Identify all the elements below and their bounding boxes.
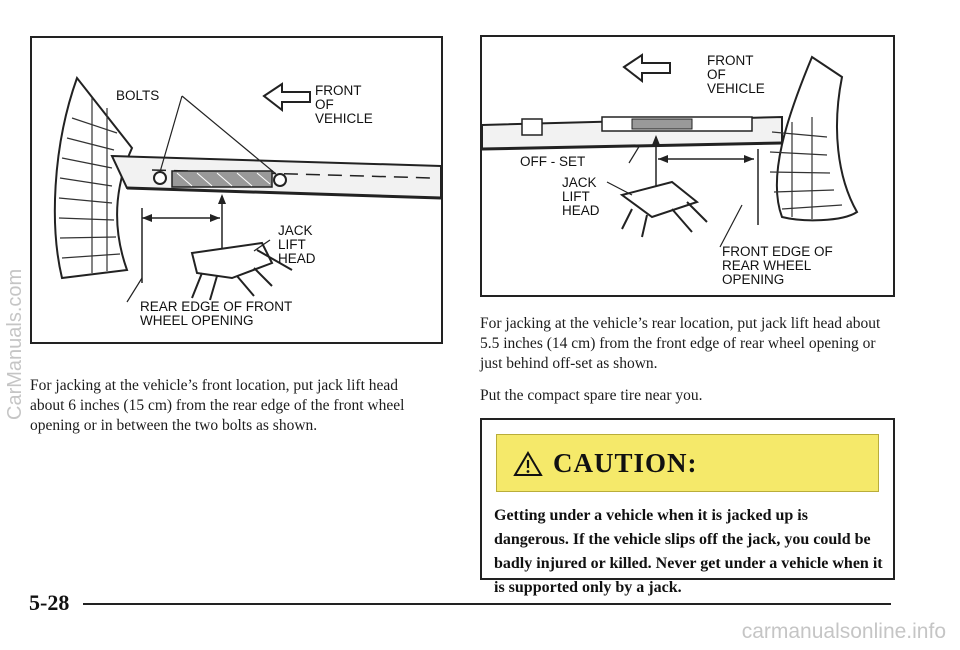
jack-lift-head-label: JACK LIFT HEAD (562, 175, 600, 218)
spare-tire-paragraph: Put the compact spare tire near you. (480, 387, 703, 404)
side-watermark: CarManuals.com (4, 268, 26, 420)
bottom-watermark: carmanualsonline.info (741, 620, 946, 643)
caution-title: CAUTION: (553, 448, 698, 478)
rear-tire-shape (777, 57, 857, 220)
off-set-label: OFF - SET (520, 154, 586, 169)
jack-lift-head-label: JACK LIFT HEAD (278, 223, 316, 266)
bolts-label: BOLTS (116, 88, 160, 103)
front-jacking-illustration (32, 38, 441, 342)
warning-triangle-icon (513, 451, 543, 477)
rear-jacking-paragraph: For jacking at the vehicle’s rear location, put jack lift head about 5.5 inches (14 cm) from the front edge of rear wheel opening or just behind off-set as shown. (480, 315, 881, 372)
rear-edge-label: REAR EDGE OF FRONT WHEEL OPENING (140, 299, 293, 328)
front-arrow-icon (264, 84, 310, 110)
front-jacking-paragraph: For jacking at the vehicle’s front location, put jack lift head about 6 inches (15 cm) from the rear edge of the front wheel opening or in between the two bolts as shown. (30, 377, 405, 434)
caution-header (496, 434, 879, 492)
page-number: 5-28 (29, 590, 70, 615)
front-jacking-diagram (30, 36, 443, 344)
rear-jacking-diagram (480, 35, 895, 297)
front-of-vehicle-label: FRONT OF VEHICLE (315, 83, 373, 126)
front-of-vehicle-label: FRONT OF VEHICLE (707, 53, 765, 96)
footer-rule (83, 603, 891, 605)
front-arrow-icon (624, 55, 670, 81)
caution-box (480, 418, 895, 596)
front-tire-shape (55, 78, 132, 278)
caution-body: Getting under a vehicle when it is jacked up is dangerous. If the vehicle slips off the jack, you could be badly injured or killed. Never get under a vehicle when it is supported only by a jack. (494, 507, 883, 596)
front-edge-label: FRONT EDGE OF REAR WHEEL OPENING (722, 244, 833, 287)
